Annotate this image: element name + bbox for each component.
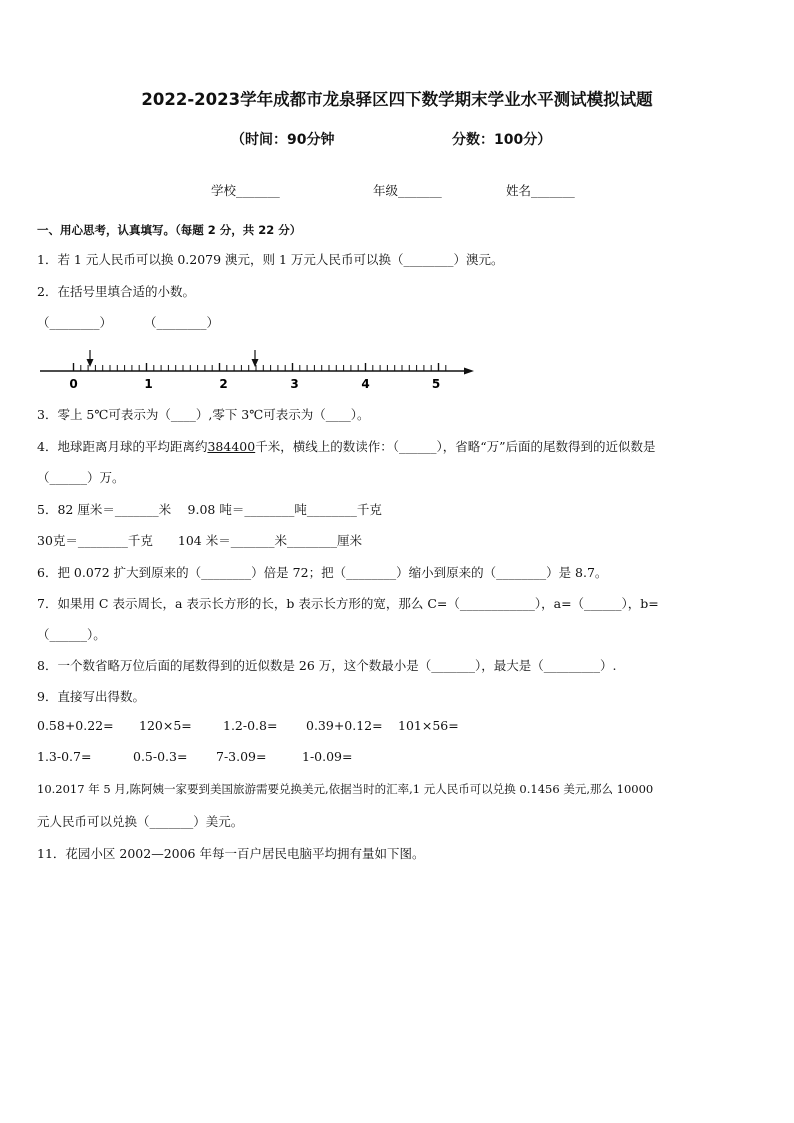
number-line-ticks — [74, 363, 446, 371]
question-9: 9．直接写出得数。 — [37, 689, 145, 704]
question-5-row-1: 5．82 厘米＝_______米 9.08 吨＝________吨________千克 — [37, 502, 382, 517]
calc-item: 0.39+0.12= — [306, 718, 383, 733]
number-line-arrowhead — [464, 368, 474, 375]
calc-item: 1.2-0.8= — [223, 718, 278, 733]
calc-item: 7-3.09= — [216, 749, 267, 764]
name-field[interactable]: 姓名_______ — [506, 183, 575, 198]
question-1: 1．若 1 元人民币可以换 0.2079 澳元，则 1 万元人民币可以换（________）澳元。 — [37, 252, 504, 267]
section-heading: 一、用心思考，认真填写。（每题 2 分，共 22 分） — [37, 223, 302, 237]
calc-item: 120×5= — [139, 718, 192, 733]
tick-label-3: 3 — [290, 377, 299, 391]
pointer-arrowhead-1 — [87, 359, 94, 367]
pointer-arrowhead-2 — [252, 359, 259, 367]
q4-text-a: 4．地球距离月球的平均距离约 — [37, 439, 208, 454]
tick-label-5: 5 — [431, 377, 441, 391]
q4-text-b: 千米，横线上的数读作：（______），省略“万”后面的尾数得到的近似数是 — [255, 439, 656, 454]
tick-label-0: 0 — [69, 377, 78, 391]
exam-score: 分数：100分） — [452, 132, 552, 148]
exam-time: （时间：90分钟 — [231, 132, 335, 148]
q2-blank-2[interactable]: （________） — [144, 315, 220, 330]
page-title: 2022-2023学年成都市龙泉驿区四下数学期末学业水平测试模拟试题 — [141, 90, 653, 109]
school-field[interactable]: 学校_______ — [211, 183, 280, 198]
question-11: 11．花园小区 2002—2006 年每一百户居民电脑平均拥有量如下图。 — [37, 846, 425, 861]
q4-distance: 384400 — [207, 439, 256, 454]
q2-blank-1[interactable]: （________） — [37, 315, 113, 330]
calc-item: 1-0.09= — [302, 749, 353, 764]
question-5-row-2: 30克＝________千克 104 米＝_______米________厘米 — [37, 533, 362, 548]
question-7: 7．如果用 C 表示周长，a 表示长方形的长，b 表示长方形的宽，那么 C=（____________），a=（______），b= — [37, 596, 659, 611]
question-8: 8．一个数省略万位后面的尾数得到的近似数是 26 万，这个数最小是（_______），最大是（_________）. — [37, 658, 617, 673]
calc-item: 1.3-0.7= — [37, 749, 92, 764]
number-line — [36, 344, 476, 392]
question-4 — [37, 437, 655, 455]
question-10: 10.2017 年 5 月,陈阿姨一家要到美国旅游需要兑换美元,依据当时的汇率,1 元人民币可以兑换 0.1456 美元,那么 10000 — [37, 782, 654, 796]
grade-field[interactable]: 年级_______ — [373, 183, 442, 198]
tick-label-2: 2 — [219, 377, 228, 391]
question-4-cont: （______）万。 — [37, 470, 125, 485]
tick-label-1: 1 — [144, 377, 153, 391]
calc-item: 0.58+0.22= — [37, 718, 114, 733]
calc-item: 0.5-0.3= — [133, 749, 188, 764]
question-10-cont: 元人民币可以兑换（_______）美元。 — [37, 814, 244, 829]
question-3: 3．零上 5℃可表示为（____）,零下 3℃可表示为（____）。 — [37, 407, 370, 422]
tick-label-4: 4 — [361, 377, 370, 391]
question-7-cont: （______）。 — [37, 627, 106, 642]
question-2: 2．在括号里填合适的小数。 — [37, 284, 195, 299]
question-6: 6．把 0.072 扩大到原来的（________）倍是 72；把（________）缩小到原来的（________）是 8.7。 — [37, 565, 608, 580]
calc-item: 101×56= — [398, 718, 459, 733]
